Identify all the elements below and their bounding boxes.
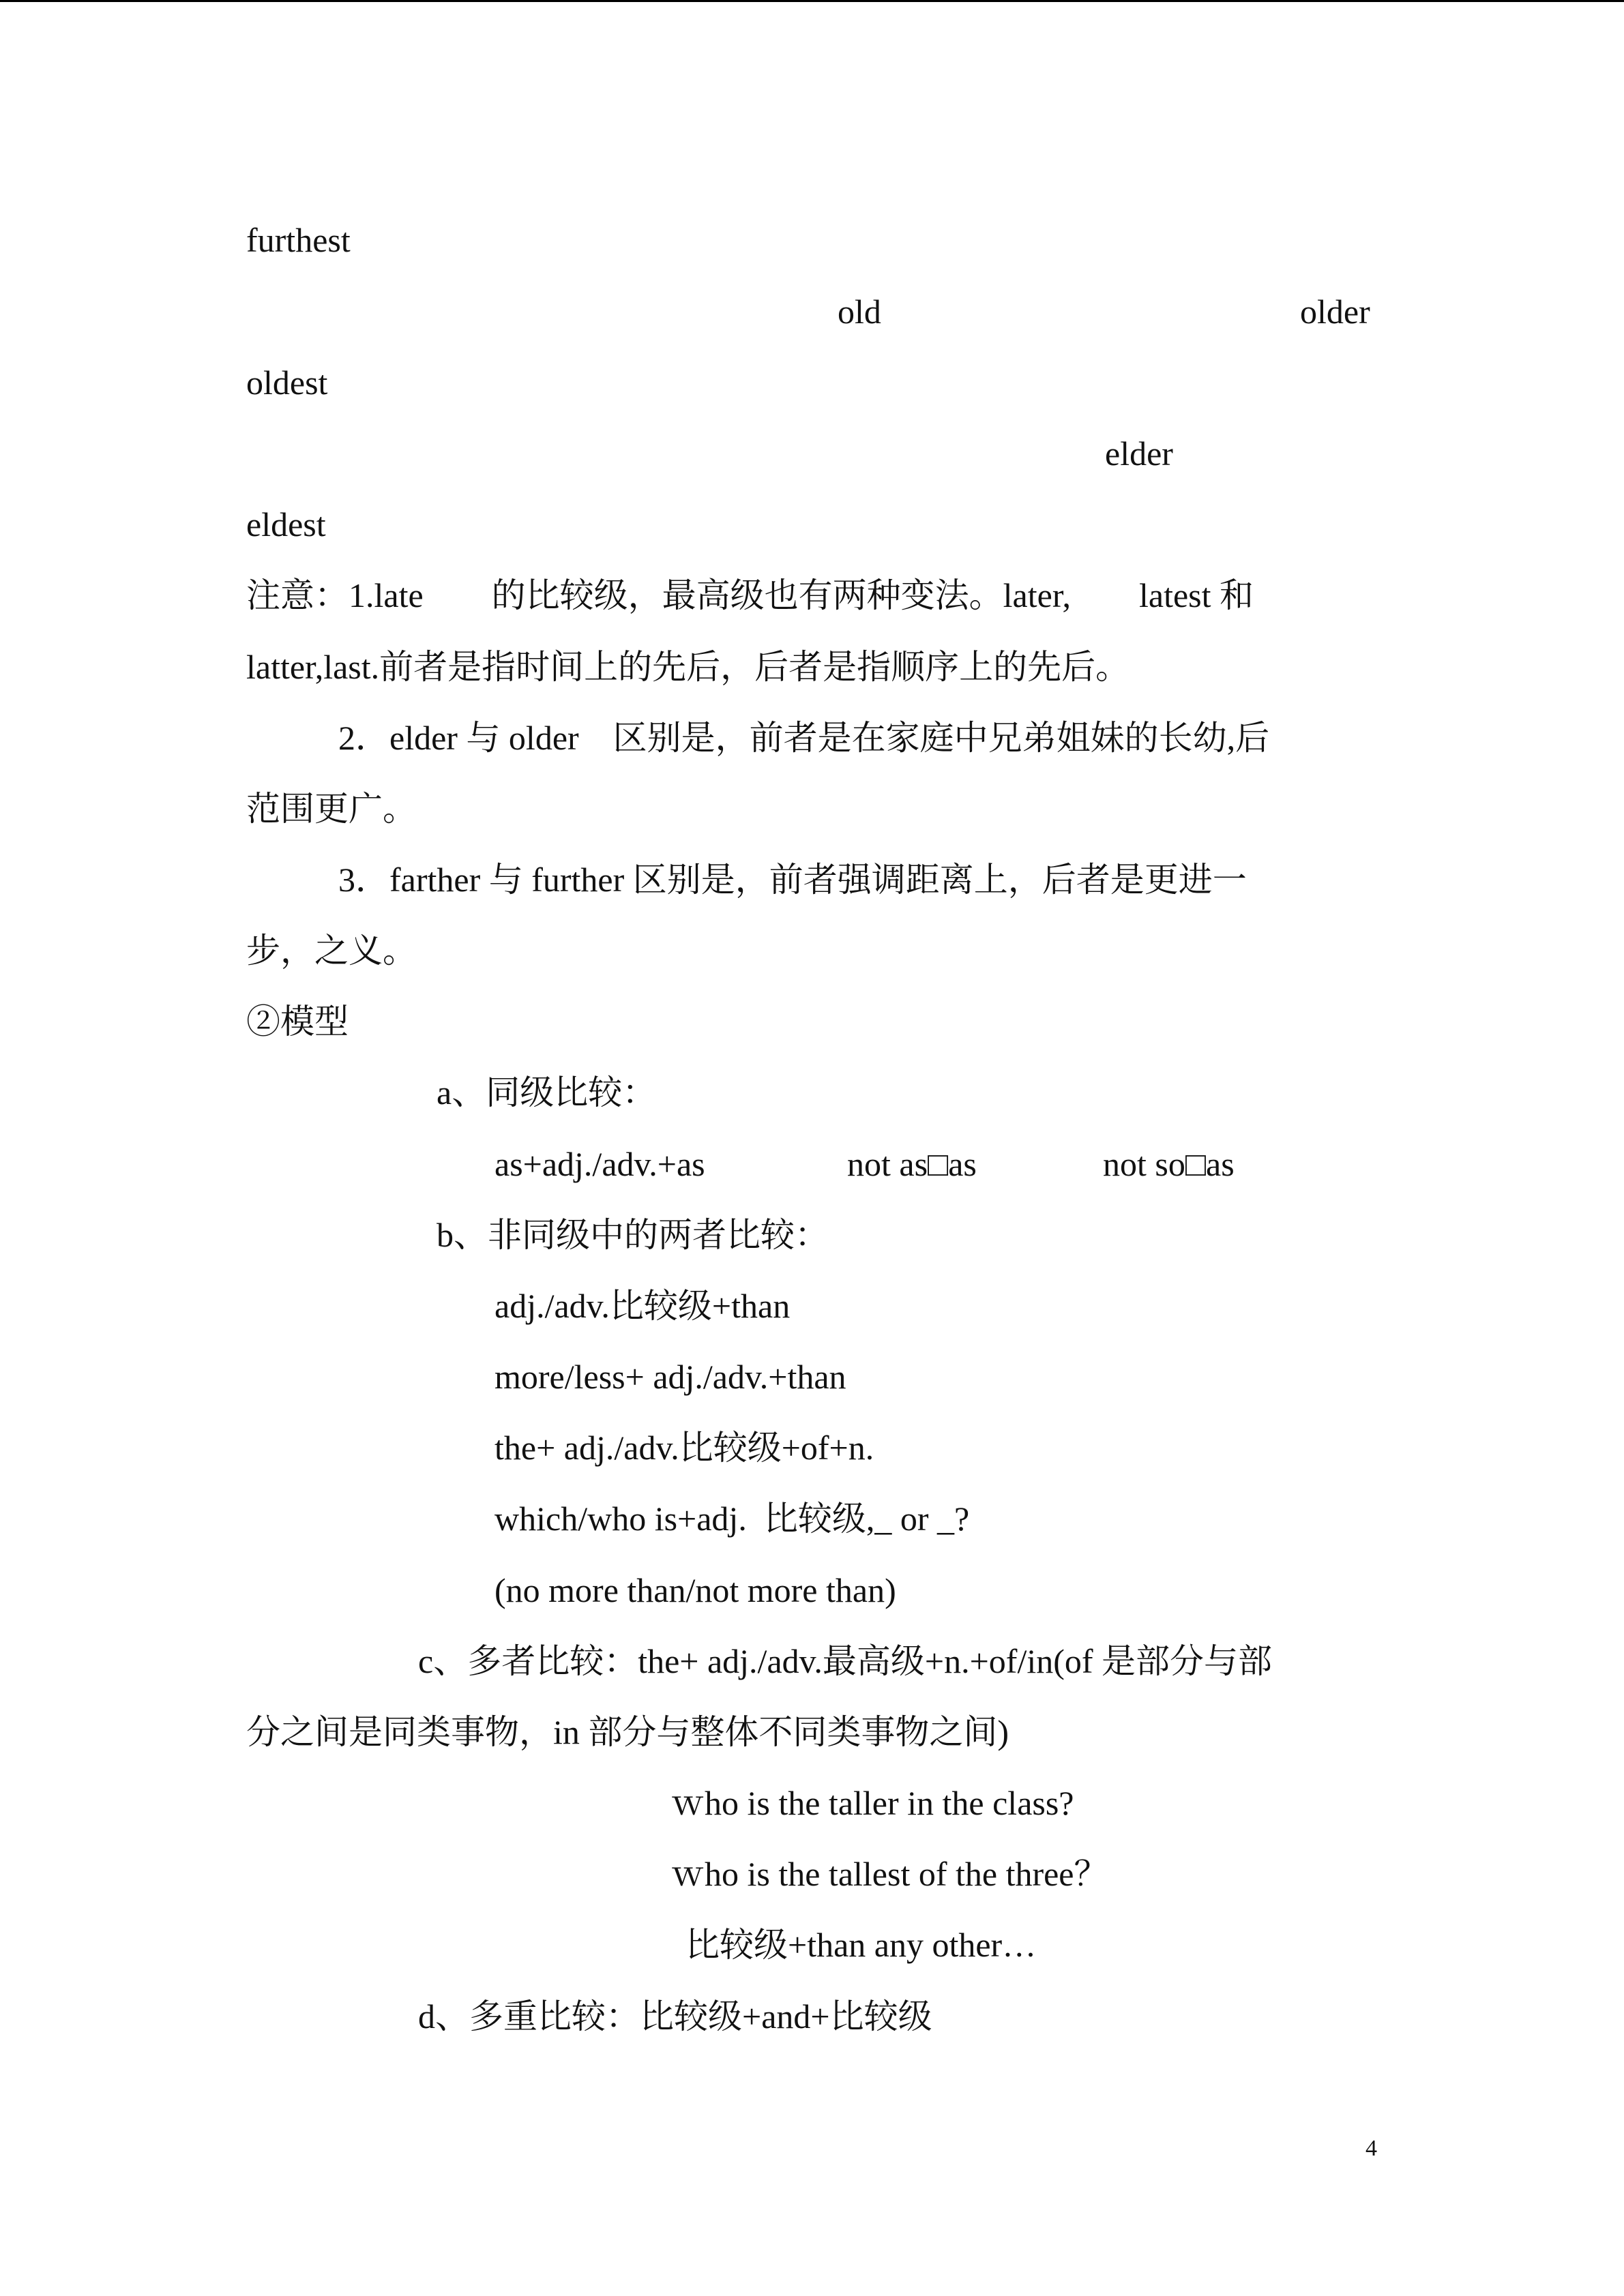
text-line: 3．farther 与 further 区别是，前者强调距离上，后者是更进一 <box>338 861 1247 899</box>
text-line: elder <box>1105 434 1173 473</box>
text-line: d、多重比较：比较级+and+比较级 <box>418 1997 932 2036</box>
page-number: 4 <box>1365 2136 1377 2161</box>
section-heading: ②模型 <box>246 1002 349 1041</box>
text-line: eldest <box>246 505 326 543</box>
text-line: 分之间是同类事物，in 部分与整体不同类事物之间) <box>246 1713 1009 1751</box>
text-line: which/who is+adj. 比较级,_ or _? <box>494 1500 970 1538</box>
text-line: adj./adv.比较级+than <box>494 1287 791 1325</box>
text-line: the+ adj./adv.比较级+of+n. <box>494 1429 874 1467</box>
text-line: (no more than/not more than) <box>494 1571 896 1609</box>
text-line: c、多者比较：the+ adj./adv.最高级+n.+of/in(of 是部分与部 <box>418 1642 1273 1680</box>
text-line: b、非同级中的两者比较： <box>437 1216 829 1254</box>
text-line: 范围更广。 <box>246 790 417 828</box>
text-line: old <box>838 293 881 331</box>
text-line: oldest <box>246 363 328 402</box>
text-line: a、同级比较： <box>437 1073 657 1112</box>
text-line: furthest <box>246 221 351 259</box>
text-line: older <box>1300 293 1370 331</box>
text-line: 注意：1.late 的比较级，最高级也有两种变法。later, latest 和 <box>246 576 1254 614</box>
text-line: 比较级+than any other… <box>685 1926 1037 1964</box>
text-line: 步，之义。 <box>246 931 417 970</box>
text-line: not as□as <box>847 1145 977 1183</box>
text-line: more/less+ adj./adv.+than <box>494 1358 846 1396</box>
text-line: ｗho is the tallest of the three？ <box>670 1855 1108 1893</box>
text-line: 2．elder 与 older 区别是，前者是在家庭中兄弟姐妹的长幼,后 <box>338 719 1270 757</box>
text-line: not so□as <box>1103 1145 1235 1183</box>
text-line: latter,last.前者是指时间上的先后，后者是指顺序上的先后。 <box>246 648 1130 686</box>
text-line: ｗho is the taller in the class? <box>670 1784 1074 1822</box>
top-border <box>0 0 1624 2</box>
text-line: as+adj./adv.+as <box>494 1145 705 1183</box>
